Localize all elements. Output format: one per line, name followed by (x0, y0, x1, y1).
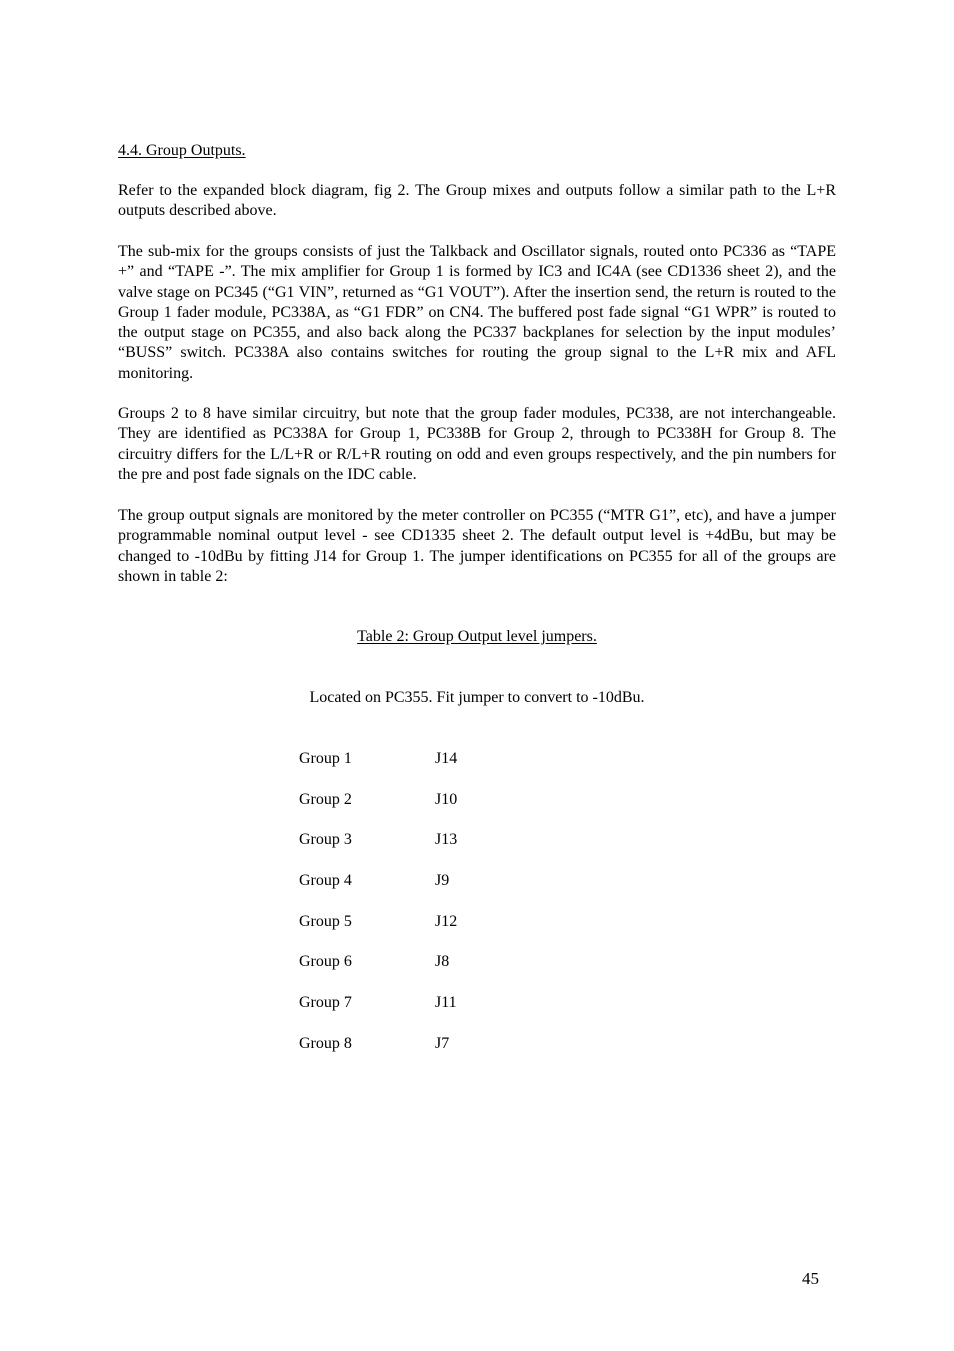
body-paragraph: Groups 2 to 8 have similar circuitry, but note that the group fader modules, PC338, are not interchangeable. They are identified as PC338A for Group 1, PC338B for Group 2, through to PC338H for Group 8. The circuitry differs for the L/L+R or R/L+R routing on odd and even groups respectively, and the pin numbers for the pre and post fade signals on the IDC cable. (118, 405, 836, 483)
group-cell: Group 3 (299, 831, 352, 849)
body-paragraph: Refer to the expanded block diagram, fig 2. The Group mixes and outputs follow a similar path to the L+R outputs described above. (118, 182, 836, 220)
jumper-cell: J13 (435, 831, 458, 849)
jumper-cell: J8 (435, 953, 450, 971)
group-cell: Group 8 (299, 1034, 352, 1052)
jumper-cell: J12 (435, 912, 458, 930)
group-cell: Group 6 (299, 953, 352, 971)
body-paragraph: The group output signals are monitored by the meter controller on PC355 (“MTR G1”, etc), and have a jumper programmable nominal output level - see CD1335 sheet 2. The default output level is +4dBu, but may be changed to -10dBu by fitting J14 for Group 1. The jumper identifications on PC355 for all of the groups are shown in table 2: (118, 507, 836, 585)
group-cell: Group 7 (299, 994, 352, 1012)
table-row (299, 790, 457, 831)
group-cell: Group 1 (299, 750, 352, 767)
jumper-table (299, 749, 457, 1075)
jumper-cell: J9 (435, 872, 450, 890)
table-row (299, 1034, 457, 1075)
page-number: 45 (802, 1269, 819, 1288)
jumper-cell: J7 (435, 1034, 450, 1052)
table-row (299, 871, 457, 912)
table-row (299, 912, 457, 953)
table-row (299, 749, 457, 790)
table-row (299, 952, 457, 993)
jumper-cell: J10 (435, 790, 458, 808)
table-row (299, 830, 457, 871)
body-paragraph: The sub-mix for the groups consists of just the Talkback and Oscillator signals, routed onto PC336 as “TAPE +” and “TAPE -”. The mix amplifier for Group 1 is formed by IC3 and IC4A (see CD1336 sheet 2), and the valve stage on PC345 (“G1 VIN”, returned as “G1 VOUT”). After the insertion send, the return is routed to the Group 1 fader module, PC338A, as “G1 FDR” on CN4. The buffered post fade signal “G1 WPR” is routed to the output stage on PC355, and also back along the PC337 backplanes for selection by the input modules’ “BUSS” switch. PC338A also contains switches for routing the group signal to the L+R mix and AFL monitoring. (118, 243, 836, 382)
jumper-cell: J11 (435, 994, 457, 1012)
group-cell: Group 2 (299, 790, 352, 808)
table-caption (0, 627, 954, 647)
group-cell: Group 4 (299, 872, 352, 890)
group-cell: Group 5 (299, 912, 352, 930)
table-row (299, 993, 457, 1034)
jumper-cell: J14 (435, 750, 458, 767)
table-caption-text: Table 2: Group Output level jumpers. (357, 628, 597, 645)
table-note: Located on PC355. Fit jumper to convert to -10dBu. (309, 689, 645, 706)
section-heading: 4.4. Group Outputs. (118, 142, 246, 159)
